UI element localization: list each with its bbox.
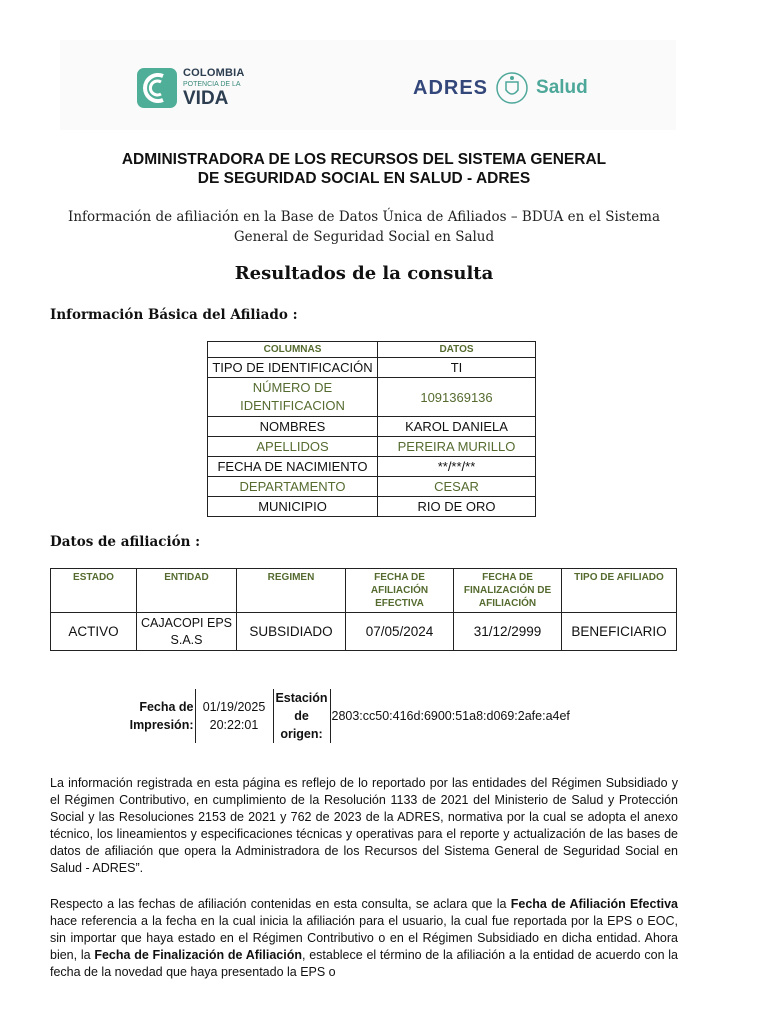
adres-salud-logo	[413, 68, 588, 108]
field-label: NÚMERO DE IDENTIFICACION	[208, 378, 378, 417]
document-subtitle	[40, 207, 688, 247]
column-header: ENTIDAD	[137, 569, 237, 613]
logo-line2: POTENCIA DE LA	[183, 81, 241, 88]
subtitle-line1: Información de afiliación en la Base de Datos Única de Afiliados – BDUA en el Sistema	[68, 209, 660, 225]
regimen-cell: SUBSIDIADO	[237, 613, 346, 651]
legal-paragraph-1: La información registrada en esta página es reflejo de lo reportado por las entidades del Régimen Subsidiado y el Régimen Contributivo, en cumplimiento de la Resolución 1133 de 2021 del Ministerio de Salud y Protección Social y las Resoluciones 2153 de 2021 y 762 de 2023 de la ADRES, normativa por la cual se adopta el anexo técnico, los lineamientos y especificaciones técnicas y operativas para el reporte y actualización de las bases de datos de afiliación que opera la Administradora de los Recursos del Sistema General de Seguridad Social en Salud - ADRES”.	[50, 776, 678, 875]
paragraph-text: Respecto a las fechas de afiliación contenidas en esta consulta, se aclara que la	[50, 897, 511, 911]
paragraph-text: hace referencia a la fecha en la cual inicia la afiliación para el usuario, la cual fue reportada por la EPS o EOC, sin importar que haya estado en el Régimen Contributivo o en el Régimen Subsidiado en dicha entidad. Ahora bien, la	[50, 914, 678, 962]
field-label: FECHA DE NACIMIENTO	[208, 457, 378, 477]
logo-line1: COLOMBIA	[183, 67, 245, 79]
column-header: FECHA DE AFILIACIÓN EFECTIVA	[346, 569, 454, 613]
table-row	[208, 477, 536, 497]
field-value: KAROL DANIELA	[378, 417, 536, 437]
print-date-label: Fecha de Impresión:	[129, 700, 194, 732]
field-label: DEPARTAMENTO	[208, 477, 378, 497]
estado-cell: ACTIVO	[51, 613, 137, 651]
station-value: 2803:cc50:416d:6900:51a8:d069:2afe:a4ef	[330, 689, 571, 743]
column-header: ESTADO	[51, 569, 137, 613]
station-label: Estación de origen:	[273, 689, 330, 743]
paragraph-text: , establece el término de la afiliación a la entidad de acuerdo con la fecha de la novedad que haya presentado la EPS o	[50, 948, 679, 979]
table-row	[208, 497, 536, 517]
salud-word: Salud	[536, 77, 588, 98]
basic-info-heading: Información Básica del Afiliado :	[50, 307, 298, 323]
field-value: RIO DE ORO	[378, 497, 536, 517]
field-label: TIPO DE IDENTIFICACIÓN	[208, 358, 378, 378]
coat-of-arms-icon	[494, 70, 530, 106]
affiliation-heading: Datos de afiliación :	[50, 534, 201, 550]
table-header-row	[208, 342, 536, 358]
field-label: NOMBRES	[208, 417, 378, 437]
table-header-row	[51, 569, 677, 613]
colombia-logo-icon	[137, 68, 177, 108]
table-row	[208, 457, 536, 477]
column-header: TIPO DE AFILIADO	[562, 569, 677, 613]
field-label: APELLIDOS	[208, 437, 378, 457]
affiliation-table	[50, 568, 677, 651]
table-row	[208, 437, 536, 457]
field-value: TI	[378, 358, 536, 378]
table-row	[208, 417, 536, 437]
field-label: MUNICIPIO	[208, 497, 378, 517]
print-time: 20:22:01	[209, 718, 259, 732]
table-row	[208, 358, 536, 378]
subtitle-line2: General de Seguridad Social en Salud	[233, 229, 495, 245]
bold-term: Fecha de Finalización de Afiliación	[94, 948, 302, 962]
field-value: PEREIRA MURILLO	[378, 437, 536, 457]
document-title	[0, 150, 728, 188]
legal-paragraph-2	[50, 896, 678, 981]
print-datetime	[195, 689, 273, 743]
colombia-potencia-logo	[137, 68, 244, 108]
column-header: FECHA DE FINALIZACIÓN DE AFILIACIÓN	[454, 569, 562, 613]
column-header: REGIMEN	[237, 569, 346, 613]
table-row	[51, 613, 677, 651]
column-header: DATOS	[378, 342, 536, 358]
fecha-finalizacion-cell: 31/12/2999	[454, 613, 562, 651]
bold-term: Fecha de Afiliación Efectiva	[510, 897, 678, 911]
title-line1: ADMINISTRADORA DE LOS RECURSOS DEL SISTEMA GENERAL	[121, 151, 607, 168]
title-line2: DE SEGURIDAD SOCIAL EN SALUD - ADRES	[197, 170, 531, 187]
basic-info-table	[207, 341, 536, 517]
table-row	[208, 378, 536, 417]
entidad-cell: CAJACOPI EPS S.A.S	[137, 613, 237, 651]
field-value: **/**/**	[378, 457, 536, 477]
print-metadata	[123, 689, 571, 743]
tipo-afiliado-cell: BENEFICIARIO	[562, 613, 677, 651]
print-date: 01/19/2025	[202, 700, 266, 714]
fecha-efectiva-cell: 07/05/2024	[346, 613, 454, 651]
column-header: COLUMNAS	[208, 342, 378, 358]
field-value: 1091369136	[378, 378, 536, 417]
logo-line3: VIDA	[183, 88, 229, 109]
adres-word: ADRES	[413, 76, 489, 99]
results-title: Resultados de la consulta	[234, 263, 494, 284]
field-value: CESAR	[378, 477, 536, 497]
